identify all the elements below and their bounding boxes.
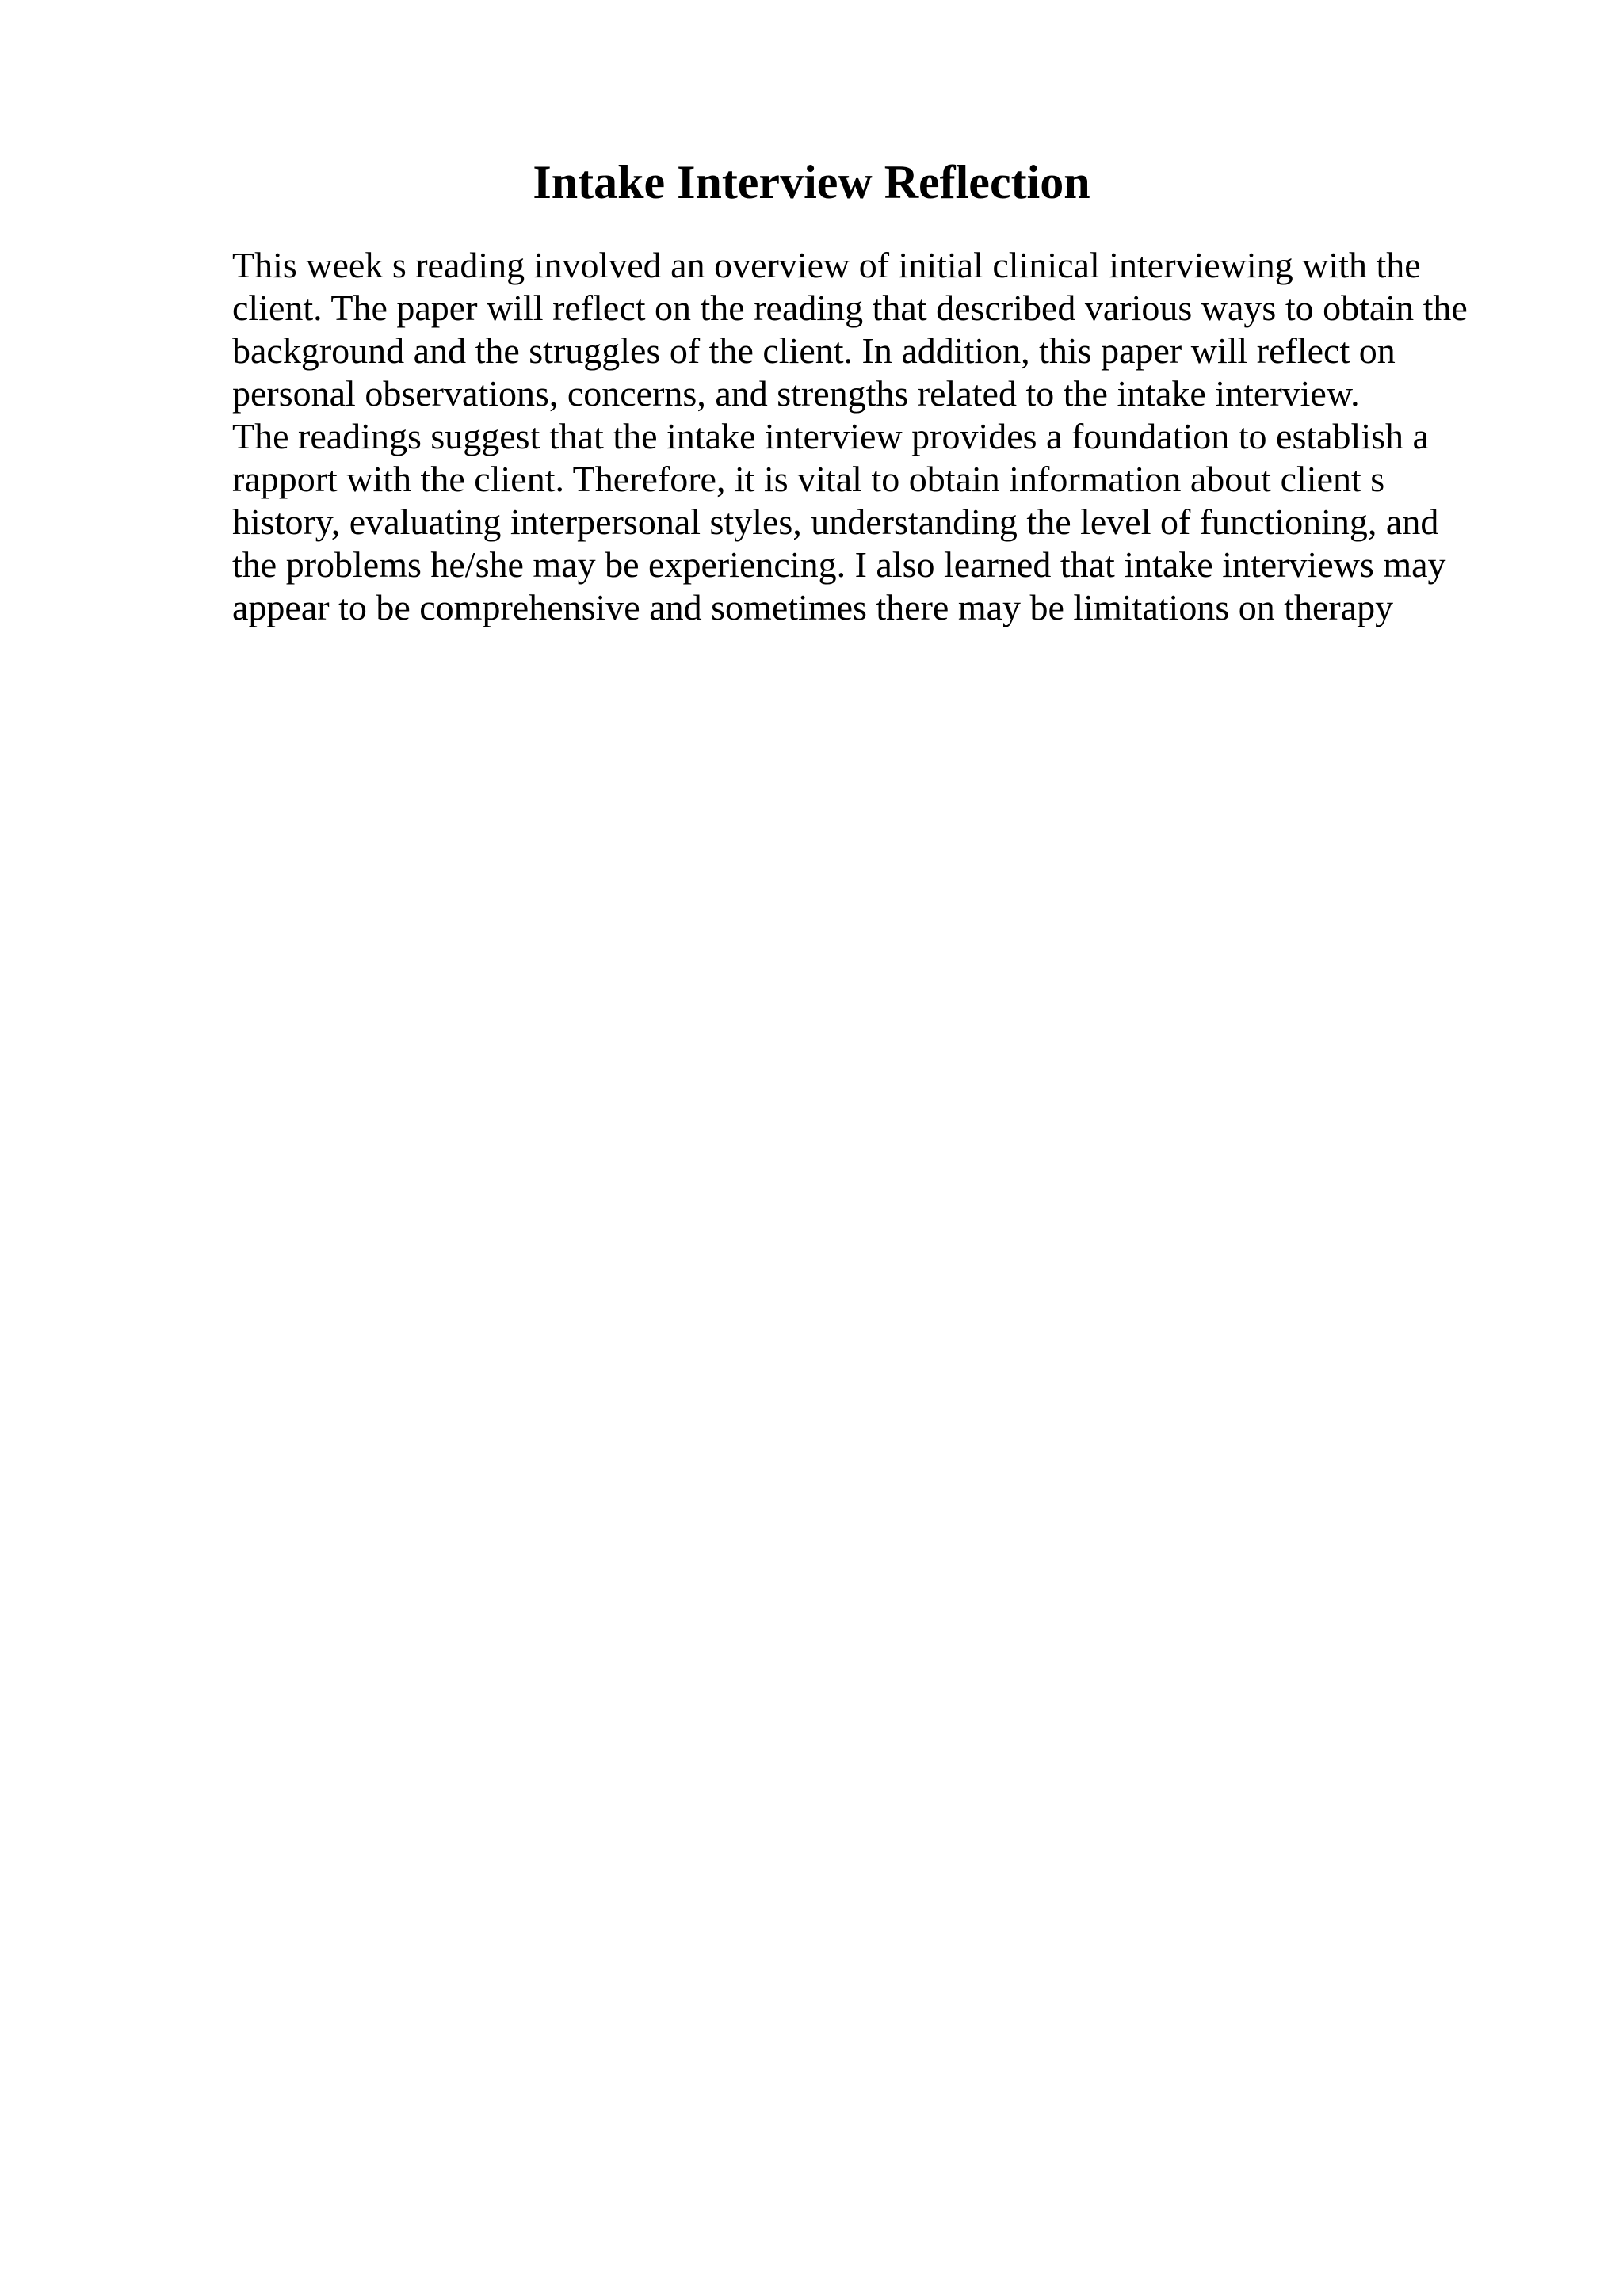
body-line: This week s reading involved an overview of initial clinical interviewing with the (232, 245, 1421, 285)
body-line: the problems he/she may be experiencing. I also learned that intake interviews may (232, 544, 1446, 585)
body-line: rapport with the client. Therefore, it is vital to obtain information about client s (232, 459, 1385, 499)
body-line: appear to be comprehensive and sometimes there may be limitations on therapy (232, 587, 1394, 627)
body-line: personal observations, concerns, and strengths related to the intake interview. (232, 373, 1360, 414)
body-line: The readings suggest that the intake interview provides a foundation to establish a (232, 416, 1429, 456)
document-body (232, 244, 1516, 629)
body-line: history, evaluating interpersonal styles, understanding the level of functioning, and (232, 502, 1439, 542)
document-title: Intake Interview Reflection (533, 156, 1090, 208)
body-line: background and the struggles of the client. In addition, this paper will reflect on (232, 330, 1396, 371)
body-line: client. The paper will reflect on the reading that described various ways to obtain the (232, 288, 1468, 328)
